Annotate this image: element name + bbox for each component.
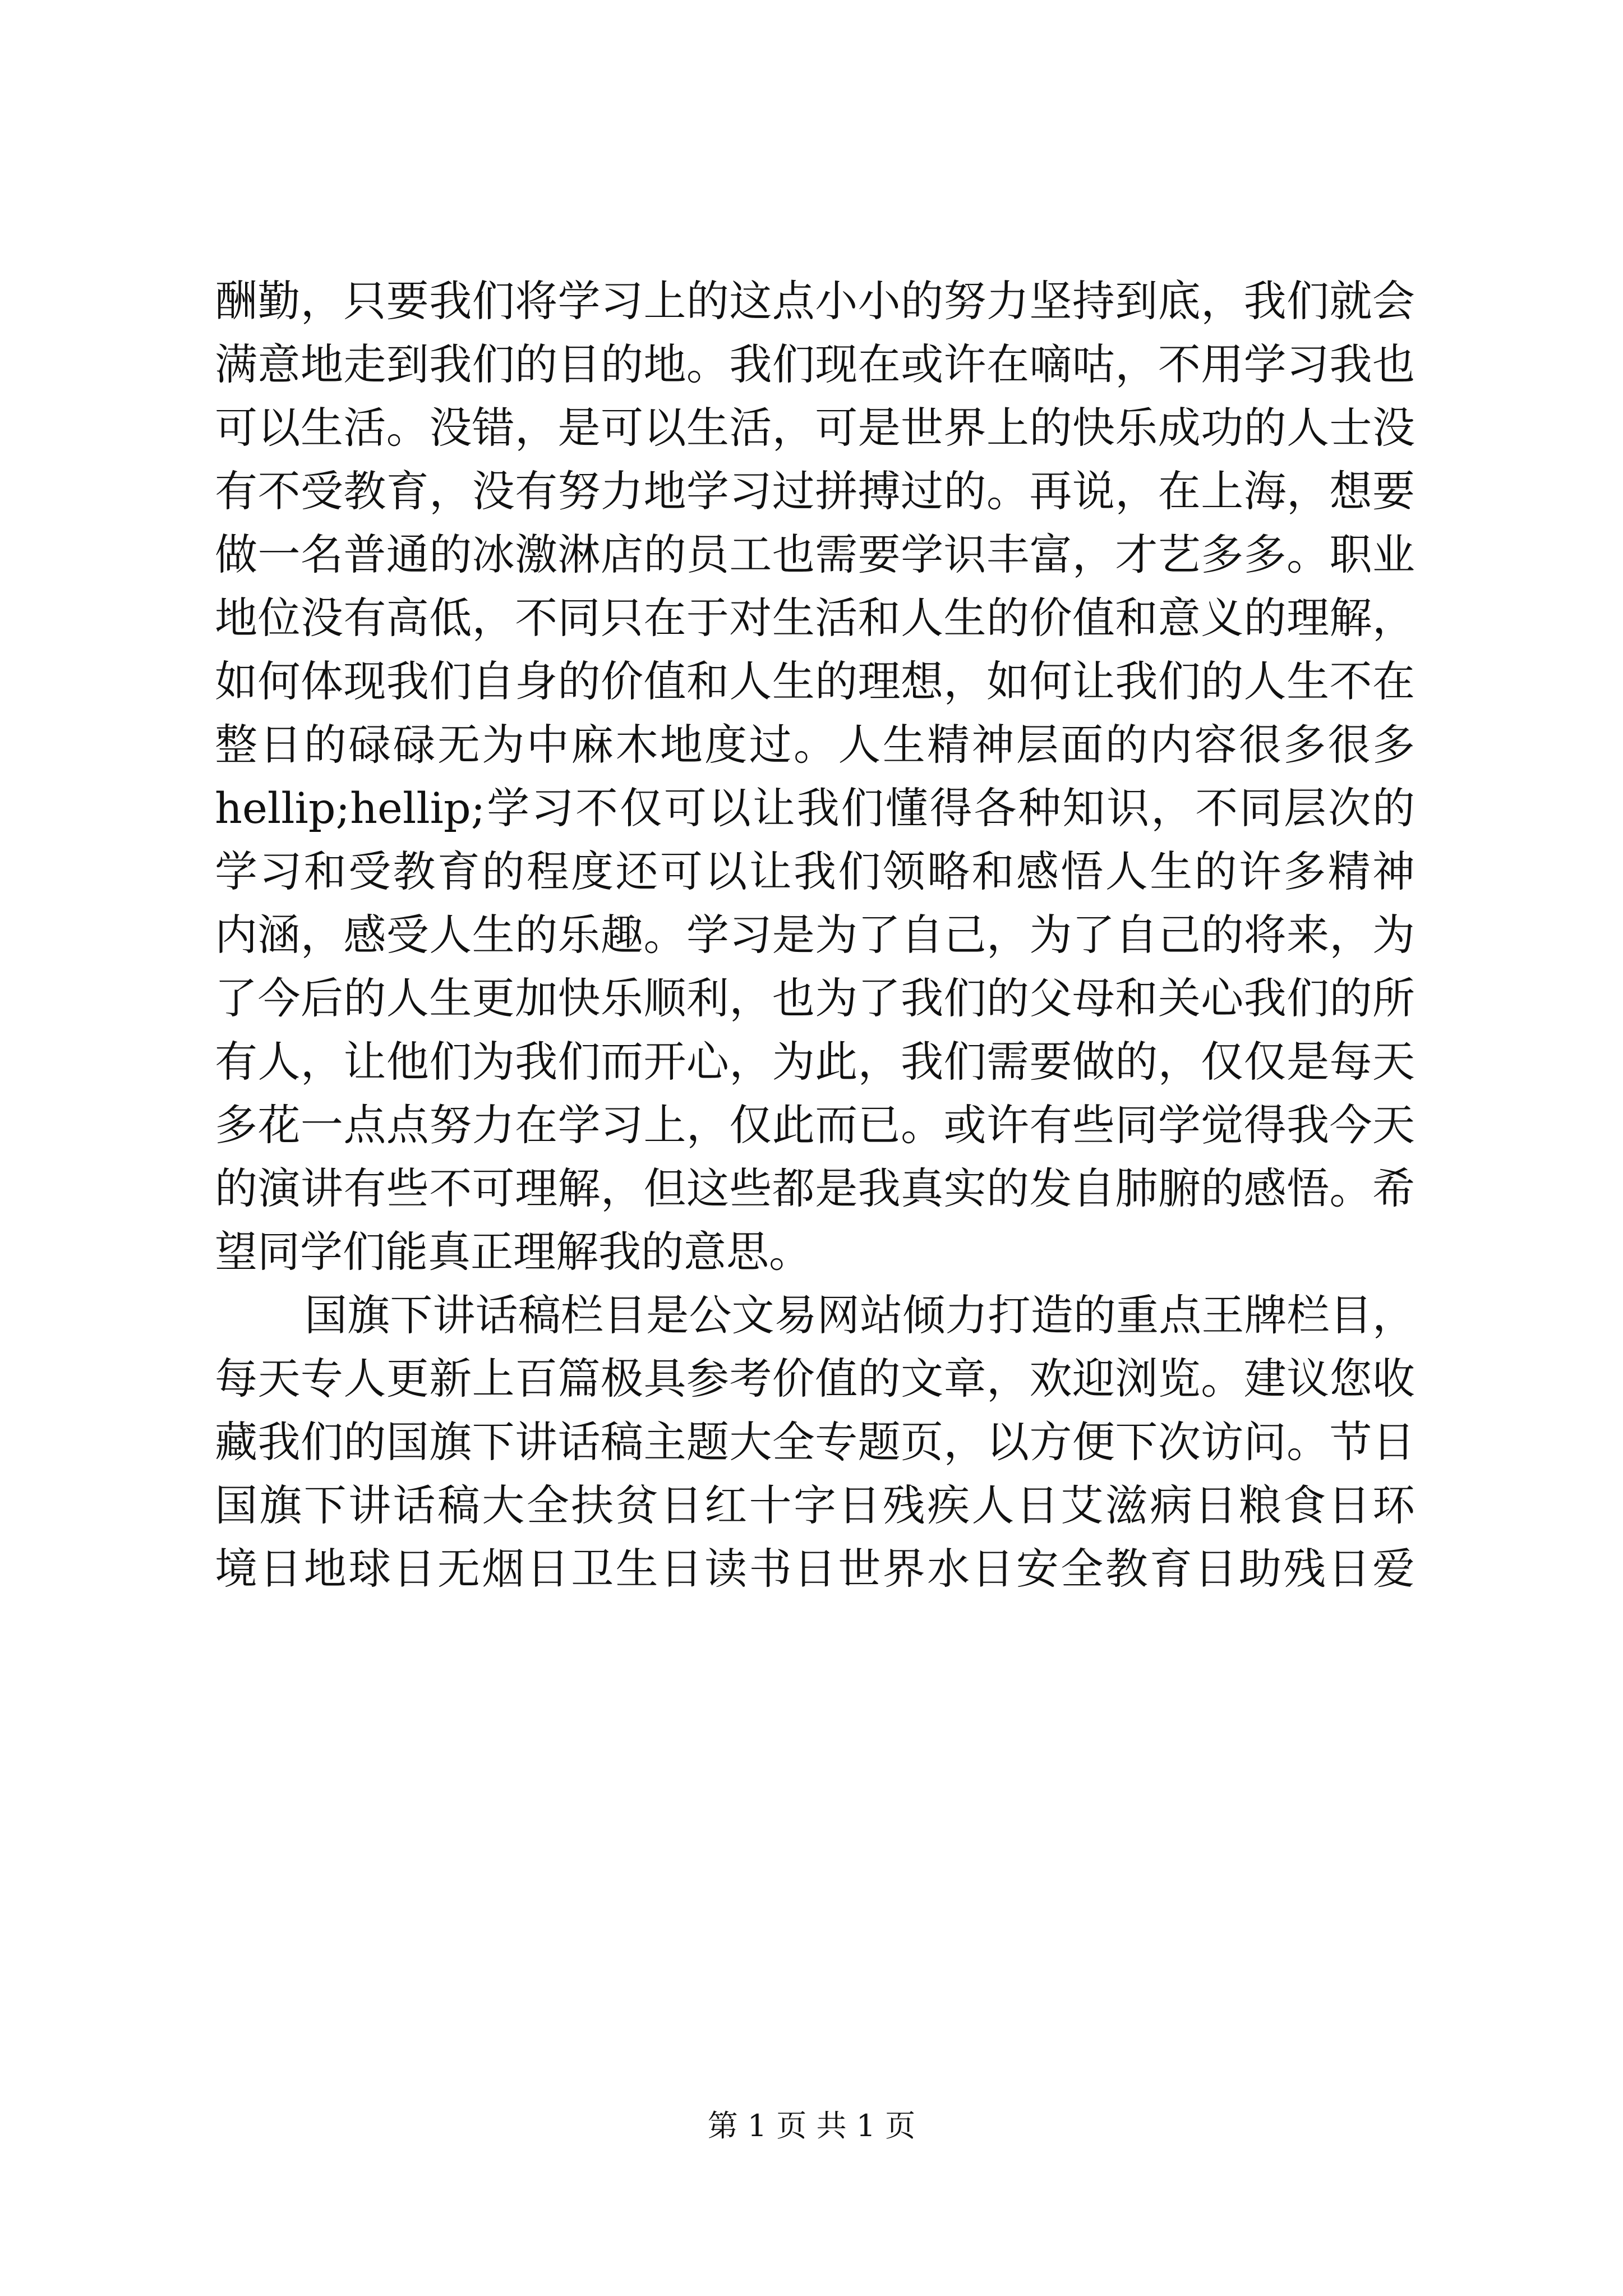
text-line: 藏我们的国旗下讲话稿主题大全专题页，以方便下次访问。节日: [215, 1417, 1415, 1467]
text-line: 的演讲有些不可理解，但这些都是我真实的发自肺腑的感悟。希: [215, 1163, 1415, 1213]
text-line: 学习和受教育的程度还可以让我们领略和感悟人生的许多精神: [215, 846, 1415, 896]
text-line: 多花一点点努力在学习上，仅此而已。或许有些同学觉得我今天: [215, 1100, 1415, 1150]
text-line: 可以生活。没错，是可以生活，可是世界上的快乐成功的人士没: [215, 403, 1415, 453]
text-line: 酬勤，只要我们将学习上的这点小小的努力坚持到底，我们就会: [215, 276, 1415, 326]
page-footer: 第 1 页 共 1 页: [707, 2108, 916, 2143]
text-line: 如何体现我们自身的价值和人生的理想，如何让我们的人生不在: [215, 656, 1415, 706]
text-line: 了今后的人生更加快乐顺利，也为了我们的父母和关心我们的所: [215, 973, 1415, 1023]
text-line: 境日地球日无烟日卫生日读书日世界水日安全教育日助残日爱: [215, 1544, 1415, 1594]
document-body: [215, 269, 1415, 1600]
text-line: 有不受教育，没有努力地学习过拼搏过的。再说，在上海，想要: [215, 466, 1415, 516]
text-line: 国旗下讲话稿栏目是公文易网站倾力打造的重点王牌栏目，: [305, 1290, 1415, 1340]
text-line: 有人，让他们为我们而开心，为此，我们需要做的，仅仅是每天: [215, 1037, 1415, 1087]
text-line: 做一名普通的冰激淋店的员工也需要学识丰富，才艺多多。职业: [215, 530, 1415, 579]
text-line: 望同学们能真正理解我的意思。: [215, 1227, 811, 1277]
paragraph-1: [215, 269, 1415, 1283]
text-line: 满意地走到我们的目的地。我们现在或许在嘀咕，不用学习我也: [215, 339, 1415, 389]
text-line: hellip;hellip;学习不仅可以让我们懂得各种知识，不同层次的: [215, 783, 1415, 833]
text-line: 内涵，感受人生的乐趣。学习是为了自己，为了自己的将来，为: [215, 910, 1415, 960]
text-line: 国旗下讲话稿大全扶贫日红十字日残疾人日艾滋病日粮食日环: [215, 1480, 1415, 1530]
text-line: 每天专人更新上百篇极具参考价值的文章，欢迎浏览。建议您收: [215, 1354, 1415, 1404]
text-line: 地位没有高低，不同只在于对生活和人生的价值和意义的理解，: [215, 593, 1415, 643]
text-line: 整日的碌碌无为中麻木地度过。人生精神层面的内容很多很多: [215, 720, 1415, 770]
paragraph-2: [215, 1283, 1415, 1600]
